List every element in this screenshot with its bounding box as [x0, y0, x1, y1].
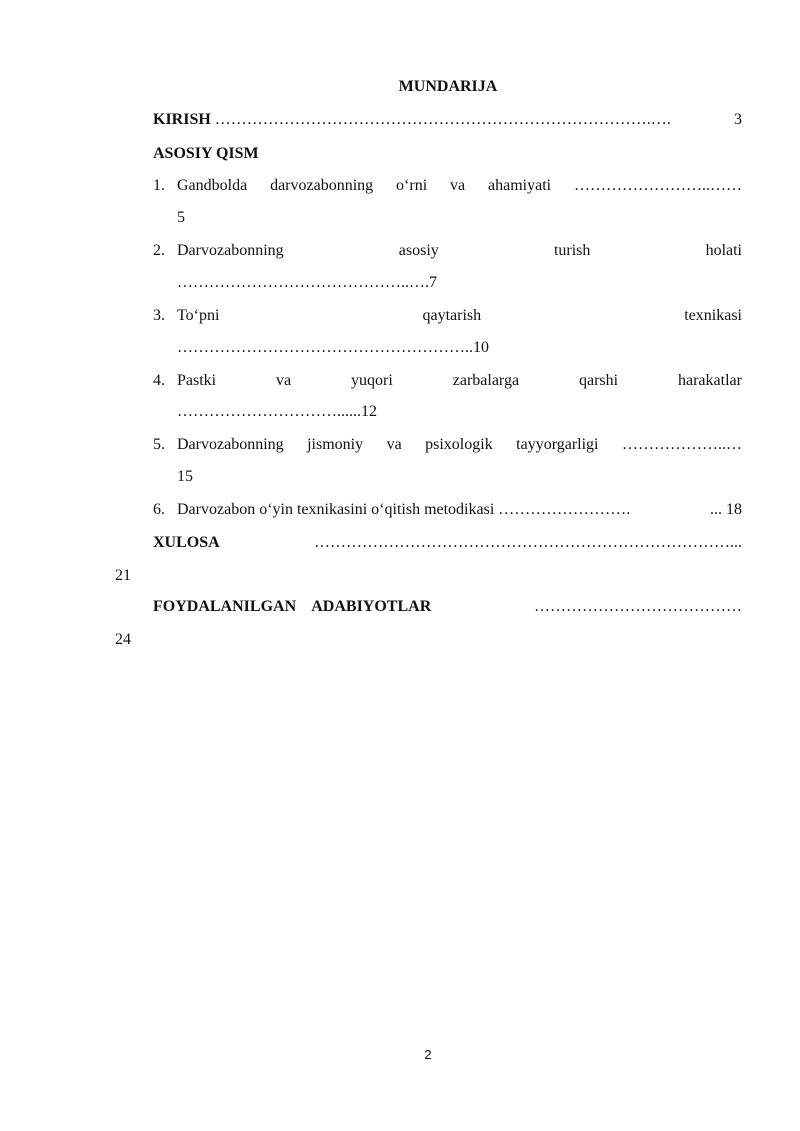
toc-item-word: Darvozabonning [177, 436, 284, 453]
toc-item-leader: ………………..… [621, 436, 742, 453]
toc-item-number: 2. [153, 242, 165, 259]
toc-item-word: Darvozabonning [177, 242, 284, 259]
toc-item-word: va [386, 436, 402, 453]
toc-item-word: harakatlar [677, 372, 742, 389]
toc-item-number: 5. [153, 436, 165, 453]
toc-item-1 [153, 176, 742, 196]
toc-entry-leader: ……………………………………………………………………... [314, 534, 742, 551]
toc-entry-label: XULOSA [153, 534, 220, 551]
toc-item-5 [153, 435, 742, 455]
toc-item-word: psixologik [425, 436, 493, 453]
toc-item-leader: ……………………..…… [573, 177, 742, 194]
toc-item-word: texnikasi [684, 307, 742, 324]
toc-item-page: 15 [177, 468, 193, 485]
toc-item-word: darvozabonning [270, 177, 374, 194]
toc-item-word: yuqori [351, 372, 393, 389]
toc-entry-page: 3 [734, 111, 742, 128]
toc-item-2 [153, 241, 742, 261]
toc-item-word: va [450, 177, 466, 194]
toc-entry-label: KIRISH [153, 111, 211, 128]
page-title: MUNDARIJA [398, 78, 498, 95]
toc-item-word: o‘rni [396, 177, 428, 194]
toc-item-page: 5 [177, 209, 185, 226]
toc-entry-kirish [153, 110, 742, 130]
toc-item-word: qarshi [578, 372, 619, 389]
toc-item-leader-page: ………………………………………………..10 [177, 339, 489, 356]
toc-item-number: 3. [153, 307, 165, 324]
toc-item-leader-page: ……………………………………..….7 [177, 274, 437, 291]
toc-entry-label: FOYDALANILGAN ADABIYOTLAR [153, 598, 432, 615]
toc-item-3 [153, 306, 742, 326]
toc-item-word: To‘pni [177, 307, 220, 324]
toc-entry-references [153, 597, 742, 617]
toc-section-heading: ASOSIY QISM [153, 145, 259, 162]
toc-item-word: tayyorgarligi [516, 436, 599, 453]
toc-item-word: zarbalarga [452, 372, 520, 389]
toc-entry-leader: ………………………………… [534, 598, 742, 615]
toc-item-text: Darvozabon o‘yin texnikasini o‘qitish metodikasi [177, 501, 495, 518]
toc-item-number: 6. [153, 501, 165, 518]
toc-item-leader-page: …………………………......12 [177, 403, 377, 420]
toc-entry-leader: ……………………………………………………………………….…. [214, 111, 671, 128]
toc-item-word: asosiy [398, 242, 439, 259]
toc-item-6 [153, 500, 742, 520]
toc-item-leader: ……………………. [498, 501, 631, 518]
toc-item-word: ahamiyati [488, 177, 552, 194]
page-number: 2 [424, 1047, 432, 1062]
toc-item-word: holati [705, 242, 742, 259]
toc-entry-xulosa [153, 533, 742, 553]
toc-entry-page: 21 [115, 567, 131, 584]
toc-item-page: ... 18 [710, 501, 742, 518]
toc-item-word: Pastki [177, 372, 217, 389]
toc-item-4 [153, 371, 742, 391]
toc-item-word: qaytarish [422, 307, 482, 324]
toc-item-number: 1. [153, 177, 165, 194]
toc-item-word: Gandbolda [177, 177, 248, 194]
toc-item-word: va [276, 372, 292, 389]
toc-entry-page: 24 [115, 631, 131, 648]
toc-item-word: turish [553, 242, 591, 259]
toc-item-number: 4. [153, 372, 165, 389]
toc-item-word: jismoniy [307, 436, 364, 453]
